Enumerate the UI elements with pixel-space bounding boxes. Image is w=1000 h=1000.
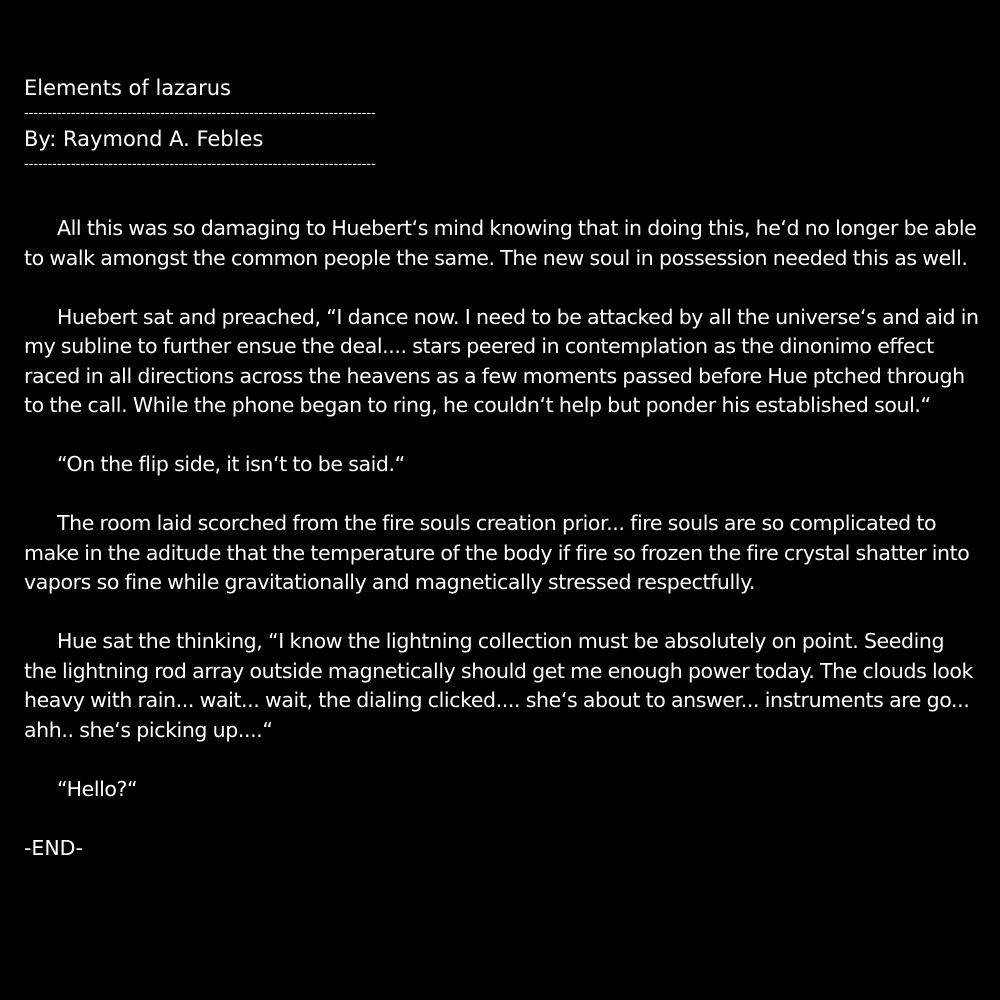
byline-divider: --------------------------------------------------------------------------- — [24, 157, 376, 172]
paragraph: All this was so damaging to Huebert‘s mind knowing that in doing this, he‘d no longer be able to walk amongst the common people the same. The new soul in possession needed this as well. — [24, 216, 977, 270]
paragraph: Huebert sat and preached, “I dance now. I need to be attacked by all the universe‘s and aid in my subline to further ensue the deal.... stars peered in contemplation as the dinonimo effect raced in all directions across the heavens as a few moments passed before Hue ptched through to the call. While the phone began to ring, he couldn‘t help but ponder his established soul.“ — [24, 304, 979, 417]
story-body — [24, 214, 980, 863]
document-page — [24, 74, 980, 863]
author-byline: By: Raymond A. Febles — [24, 127, 264, 151]
paragraph: The room laid scorched from the fire souls creation prior... fire souls are so complicated to make in the aditude that the temperature of the body if fire so frozen the fire crystal shatter into vapors so fine while gravitationally and magnetically stressed respectfully. — [24, 511, 970, 594]
story-title: Elements of lazarus — [24, 76, 231, 100]
title-divider: --------------------------------------------------------------------------- — [24, 106, 376, 121]
paragraph: Hue sat the thinking, “I know the lightning collection must be absolutely on point. Seeding the lightning rod array outside magnetically should get me enough power today. The clouds look heavy with rain... wait... wait, the dialing clicked.... she‘s about to answer... instruments are go... ahh.. she‘s picking up....“ — [24, 629, 974, 742]
end-mark: -END- — [24, 835, 83, 860]
paragraph: “Hello?“ — [57, 776, 138, 801]
paragraph: “On the flip side, it isn‘t to be said.“ — [57, 452, 405, 476]
